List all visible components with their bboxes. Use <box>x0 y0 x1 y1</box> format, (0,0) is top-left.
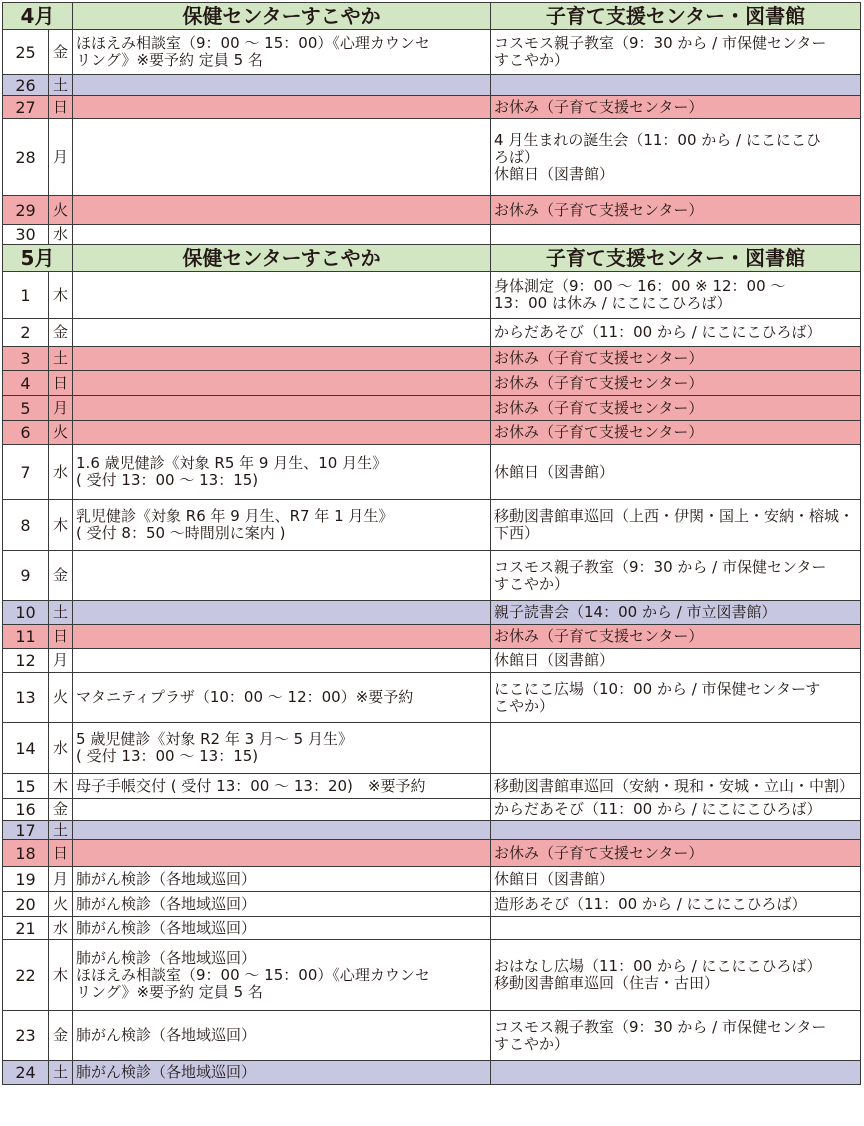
day-number-text: 13 <box>15 688 36 707</box>
day-row <box>3 799 861 821</box>
day-number <box>3 119 49 196</box>
day-number-text: 3 <box>20 349 31 368</box>
weekday-text: 金 <box>53 42 69 61</box>
support-center-event-text: 造形あそび（11：00 から / にこにこひろば） <box>494 894 807 913</box>
day-number <box>3 892 49 917</box>
support-center-event <box>491 551 861 601</box>
day-number-text: 5 <box>20 398 31 418</box>
support-center-event <box>491 272 861 319</box>
health-center-event <box>73 119 491 196</box>
support-center-event-text: コスモス親子教室（9：30 から / 市保健センター すこやか） <box>494 557 827 593</box>
weekday <box>49 625 73 649</box>
day-number-text: 15 <box>15 776 36 796</box>
weekday <box>49 396 73 421</box>
day-number <box>3 319 49 347</box>
weekday-text: 土 <box>53 349 69 367</box>
health-center-event <box>73 75 491 96</box>
day-row <box>3 551 861 601</box>
weekday <box>49 821 73 840</box>
day-row <box>3 723 861 774</box>
day-row <box>3 196 861 225</box>
day-number <box>3 347 49 371</box>
support-center-event <box>491 940 861 1011</box>
day-number <box>3 649 49 673</box>
support-center-event-text: お休み（子育て支援センター） <box>494 97 704 116</box>
day-number <box>3 225 49 245</box>
day-number <box>3 30 49 75</box>
day-row <box>3 840 861 867</box>
day-row <box>3 625 861 649</box>
day-row <box>3 649 861 673</box>
day-number-text: 30 <box>15 225 36 244</box>
support-center-event-text: お休み（子育て支援センター） <box>494 349 704 367</box>
day-row <box>3 119 861 196</box>
support-center-event <box>491 347 861 371</box>
day-number-text: 28 <box>15 147 36 167</box>
weekday <box>49 673 73 723</box>
day-row <box>3 396 861 421</box>
day-number-text: 1 <box>20 285 31 305</box>
health-center-event <box>73 917 491 940</box>
day-number <box>3 551 49 601</box>
weekday <box>49 30 73 75</box>
weekday-text: 火 <box>53 688 69 706</box>
support-center-event-text: からだあそび（11：00 から / にこにこひろば） <box>494 800 822 818</box>
support-center-event-text: 移動図書館車巡回（上西・伊関・国上・安納・榕城・ 下西） <box>494 507 855 542</box>
weekday-text: 木 <box>53 285 69 304</box>
health-center-event-text: 5 歳児健診《対象 R2 年 3 月～ 5 月生》 ( 受付 13：00 ～ 13：15) <box>76 730 353 765</box>
weekday <box>49 1011 73 1061</box>
health-center-event <box>73 421 491 445</box>
weekday-text: 火 <box>53 423 69 441</box>
weekday-text: 月 <box>53 869 69 888</box>
day-number <box>3 821 49 840</box>
day-number-text: 19 <box>15 869 36 889</box>
health-center-event-text: 肺がん検診（各地域巡回） ほほえみ相談室（9：00 ～ 15：00）《心理カウンセ リング》※要予約 定員 5 名 <box>76 948 430 1001</box>
day-row <box>3 821 861 840</box>
weekday-text: 水 <box>53 462 69 481</box>
weekday-text: 日 <box>53 627 69 645</box>
support-center-event <box>491 840 861 867</box>
day-row <box>3 774 861 799</box>
health-center-event <box>73 1011 491 1061</box>
day-number <box>3 723 49 774</box>
weekday <box>49 723 73 774</box>
day-number-text: 6 <box>20 423 31 442</box>
health-center-event-text: 肺がん検診（各地域巡回） <box>76 918 257 937</box>
day-number-text: 25 <box>15 42 36 62</box>
health-center-event <box>73 500 491 551</box>
day-row <box>3 30 861 75</box>
day-number-text: 2 <box>20 323 31 342</box>
weekday <box>49 319 73 347</box>
day-row <box>3 421 861 445</box>
day-number <box>3 371 49 396</box>
support-center-event <box>491 625 861 649</box>
support-center-event <box>491 196 861 225</box>
weekday-text: 木 <box>53 965 69 984</box>
health-center-event-text: 肺がん検診（各地域巡回） <box>76 1063 257 1081</box>
day-number <box>3 625 49 649</box>
health-center-event <box>73 821 491 840</box>
health-center-event <box>73 1061 491 1085</box>
day-row <box>3 867 861 892</box>
health-center-event <box>73 723 491 774</box>
day-number <box>3 445 49 500</box>
day-row <box>3 272 861 319</box>
day-row <box>3 601 861 625</box>
health-center-event <box>73 96 491 119</box>
weekday <box>49 96 73 119</box>
support-center-event <box>491 1061 861 1085</box>
support-center-event <box>491 445 861 500</box>
day-row <box>3 347 861 371</box>
day-number-text: 14 <box>15 738 36 758</box>
weekday-text: 土 <box>53 603 69 621</box>
support-center-event-text: からだあそび（11：00 から / にこにこひろば） <box>494 323 822 341</box>
support-center-event <box>491 396 861 421</box>
day-number <box>3 867 49 892</box>
support-center-event <box>491 421 861 445</box>
day-number <box>3 917 49 940</box>
month-header-row <box>3 245 861 272</box>
day-number <box>3 1061 49 1085</box>
month-label: 4月 <box>3 3 73 30</box>
support-center-event-text: お休み（子育て支援センター） <box>494 423 704 441</box>
support-center-event-text: 休館日（図書館） <box>494 869 615 888</box>
day-row <box>3 445 861 500</box>
health-center-event <box>73 867 491 892</box>
day-number <box>3 96 49 119</box>
support-center-event-text: コスモス親子教室（9：30 から / 市保健センター すこやか） <box>494 1017 827 1053</box>
day-row <box>3 1011 861 1061</box>
schedule-table <box>2 2 861 1085</box>
support-center-event <box>491 723 861 774</box>
weekday-text: 土 <box>53 75 69 94</box>
day-row <box>3 673 861 723</box>
support-center-event <box>491 319 861 347</box>
day-number <box>3 75 49 96</box>
day-number-text: 20 <box>15 894 36 914</box>
support-center-event <box>491 96 861 119</box>
day-number-text: 7 <box>20 462 31 482</box>
health-center-event <box>73 649 491 673</box>
day-number <box>3 840 49 867</box>
support-center-event-text: 移動図書館車巡回（安納・現和・安城・立山・中割） <box>494 776 855 795</box>
support-center-header: 子育て支援センター・図書館 <box>491 3 861 30</box>
health-center-event-text: ほほえみ相談室（9：00 ～ 15：00）《心理カウンセ リング》※要予約 定員 5 名 <box>76 34 430 69</box>
weekday <box>49 551 73 601</box>
support-center-event <box>491 867 861 892</box>
support-center-event-text: お休み（子育て支援センター） <box>494 398 704 417</box>
health-center-event <box>73 625 491 649</box>
weekday <box>49 867 73 892</box>
support-center-event-text: おはなし広場（11：00 から / にこにこひろば） 移動図書館車巡回（住吉・古田） <box>494 957 822 992</box>
weekday-text: 月 <box>53 147 69 166</box>
weekday <box>49 840 73 867</box>
support-center-event <box>491 601 861 625</box>
day-row <box>3 892 861 917</box>
health-center-event <box>73 272 491 319</box>
month-header-row <box>3 3 861 30</box>
weekday-text: 水 <box>53 918 69 937</box>
day-number-text: 23 <box>15 1026 36 1045</box>
health-center-event-text: 肺がん検診（各地域巡回） <box>76 869 257 888</box>
weekday-text: 木 <box>53 515 69 534</box>
health-center-event <box>73 30 491 75</box>
day-number <box>3 601 49 625</box>
day-number-text: 24 <box>15 1063 36 1082</box>
day-number-text: 26 <box>15 75 36 95</box>
support-center-event <box>491 371 861 396</box>
weekday <box>49 119 73 196</box>
health-center-event <box>73 196 491 225</box>
weekday-text: 水 <box>53 225 69 243</box>
weekday-text: 日 <box>53 843 69 862</box>
support-center-event <box>491 821 861 840</box>
weekday <box>49 272 73 319</box>
support-center-event-text: 休館日（図書館） <box>494 651 615 669</box>
day-number-text: 10 <box>15 603 36 622</box>
weekday-text: 火 <box>53 894 69 913</box>
weekday-text: 月 <box>53 398 69 417</box>
day-row <box>3 371 861 396</box>
weekday <box>49 196 73 225</box>
weekday-text: 土 <box>53 820 69 839</box>
weekday-text: 日 <box>53 373 69 392</box>
day-number-text: 21 <box>15 918 36 938</box>
health-center-event <box>73 347 491 371</box>
support-center-event <box>491 30 861 75</box>
weekday <box>49 774 73 799</box>
health-center-event <box>73 319 491 347</box>
day-number <box>3 940 49 1011</box>
day-row <box>3 917 861 940</box>
weekday <box>49 371 73 396</box>
health-center-event <box>73 551 491 601</box>
weekday-text: 水 <box>53 738 69 757</box>
health-center-event <box>73 774 491 799</box>
weekday <box>49 917 73 940</box>
health-center-event <box>73 445 491 500</box>
support-center-event-text: お休み（子育て支援センター） <box>494 373 704 392</box>
weekday <box>49 892 73 917</box>
health-center-event <box>73 601 491 625</box>
day-row <box>3 75 861 96</box>
support-center-event-text: にこにこ広場（10：00 から / 市保健センターす こやか） <box>494 679 821 715</box>
day-number-text: 8 <box>20 515 31 535</box>
weekday-text: 火 <box>53 200 69 219</box>
day-number <box>3 196 49 225</box>
day-number <box>3 396 49 421</box>
weekday-text: 金 <box>53 566 69 584</box>
day-row <box>3 225 861 245</box>
weekday <box>49 649 73 673</box>
health-center-event <box>73 225 491 245</box>
support-center-event <box>491 1011 861 1061</box>
day-number-text: 11 <box>15 627 36 646</box>
health-center-event <box>73 371 491 396</box>
weekday-text: 月 <box>53 651 69 669</box>
health-center-event <box>73 840 491 867</box>
health-center-event-text: 肺がん検診（各地域巡回） <box>76 1026 257 1044</box>
support-center-event-text: 休館日（図書館） <box>494 462 615 481</box>
weekday <box>49 601 73 625</box>
support-center-event-text: コスモス親子教室（9：30 から / 市保健センター すこやか） <box>494 34 827 69</box>
day-number-text: 29 <box>15 200 36 220</box>
health-center-event <box>73 396 491 421</box>
day-number <box>3 799 49 821</box>
day-row <box>3 500 861 551</box>
day-number-text: 4 <box>20 373 31 393</box>
health-center-event <box>73 940 491 1011</box>
support-center-header: 子育て支援センター・図書館 <box>491 245 861 272</box>
day-number <box>3 1011 49 1061</box>
support-center-event-text: 親子読書会（14：00 から / 市立図書館） <box>494 603 777 621</box>
day-number <box>3 673 49 723</box>
weekday <box>49 75 73 96</box>
day-row <box>3 940 861 1011</box>
health-center-header: 保健センターすこやか <box>73 3 491 30</box>
weekday-text: 金 <box>53 323 69 341</box>
support-center-event-text: 4 月生まれの誕生会（11：00 から / にこにこひ ろば） 休館日（図書館） <box>494 130 821 183</box>
support-center-event-text: 身体測定（9：00 ～ 16：00 ※ 12：00 ～ 13：00 は休み / にこにこひろば） <box>494 277 786 312</box>
day-number-text: 27 <box>15 97 36 117</box>
health-center-event-text: 母子手帳交付 ( 受付 13：00 ～ 13：20) ※要予約 <box>76 776 426 795</box>
weekday-text: 金 <box>53 800 69 818</box>
weekday <box>49 347 73 371</box>
weekday-text: 日 <box>53 97 69 116</box>
day-number-text: 17 <box>15 820 36 840</box>
weekday <box>49 225 73 245</box>
support-center-event <box>491 500 861 551</box>
health-center-event <box>73 673 491 723</box>
support-center-event <box>491 892 861 917</box>
health-center-event <box>73 892 491 917</box>
day-number-text: 22 <box>15 965 36 985</box>
day-number-text: 12 <box>15 651 36 670</box>
health-center-event-text: 肺がん検診（各地域巡回） <box>76 894 257 913</box>
day-row <box>3 1061 861 1085</box>
support-center-event <box>491 649 861 673</box>
day-row <box>3 319 861 347</box>
support-center-event <box>491 119 861 196</box>
health-center-header: 保健センターすこやか <box>73 245 491 272</box>
day-number <box>3 272 49 319</box>
day-number-text: 9 <box>20 566 31 585</box>
health-center-event-text: 乳児健診《対象 R6 年 9 月生、R7 年 1 月生》 ( 受付 8：50 ～時間別に案内 ) <box>76 507 394 542</box>
support-center-event <box>491 225 861 245</box>
day-number <box>3 500 49 551</box>
health-center-event-text: 1.6 歳児健診《対象 R5 年 9 月生、10 月生》 ( 受付 13：00 ～ 13：15) <box>76 454 388 489</box>
schedule-body <box>3 3 861 1085</box>
support-center-event-text: お休み（子育て支援センター） <box>494 627 704 645</box>
day-number-text: 16 <box>15 800 36 819</box>
weekday-text: 金 <box>53 1026 69 1044</box>
weekday-text: 木 <box>53 776 69 795</box>
health-center-event <box>73 799 491 821</box>
support-center-event-text: お休み（子育て支援センター） <box>494 200 704 219</box>
day-number-text: 18 <box>15 843 36 863</box>
weekday <box>49 799 73 821</box>
weekday <box>49 1061 73 1085</box>
weekday-text: 土 <box>53 1063 69 1081</box>
support-center-event <box>491 75 861 96</box>
weekday <box>49 940 73 1011</box>
weekday <box>49 445 73 500</box>
weekday <box>49 500 73 551</box>
support-center-event <box>491 799 861 821</box>
support-center-event <box>491 774 861 799</box>
month-label: 5月 <box>3 245 73 272</box>
support-center-event-text: お休み（子育て支援センター） <box>494 843 704 862</box>
support-center-event <box>491 673 861 723</box>
day-number <box>3 421 49 445</box>
health-center-event-text: マタニティプラザ（10：00 ～ 12：00）※要予約 <box>76 688 414 706</box>
support-center-event <box>491 917 861 940</box>
day-number <box>3 774 49 799</box>
weekday <box>49 421 73 445</box>
day-row <box>3 96 861 119</box>
